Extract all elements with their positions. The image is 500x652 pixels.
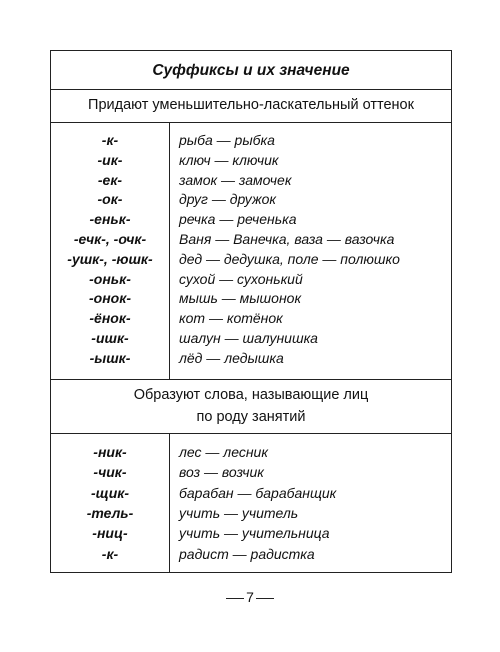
suffix-cell: -ёнок- [89, 310, 131, 327]
suffix-cell: -оньк- [89, 270, 131, 287]
section2-caption-line1: Образуют слова, называющие лиц [133, 387, 369, 403]
table-row [51, 524, 451, 544]
example-cell: ключ — ключик [179, 151, 279, 168]
suffix-cell: -ник- [93, 444, 127, 460]
example-cell: кот — котёнок [179, 310, 283, 327]
suffix-cell: -щик- [90, 484, 130, 501]
example-cell: замок — замочек [179, 171, 292, 188]
suffix-cell: -онок- [89, 290, 131, 307]
page-number-text: 7 [246, 589, 254, 605]
example-cell: шалун — шалунишка [179, 330, 318, 346]
example-cell: учить — учитель [179, 504, 299, 521]
example-cell: воз — возчик [179, 464, 264, 481]
section2-caption-line2: по роду занятий [196, 409, 306, 425]
example-cell: дед — дедушка, поле — полюшко [179, 250, 400, 267]
suffix-cell: -ишк- [91, 330, 129, 346]
suffix-cell: -еньк- [89, 211, 131, 228]
example-cell: рыба — рыбка [179, 132, 275, 148]
table-row [51, 289, 451, 309]
table-row [51, 171, 451, 191]
suffix-cell: -ик- [97, 151, 123, 168]
example-cell: речка — реченька [179, 211, 297, 228]
section1-caption: Придают уменьшительно-ласкательный оттенок [88, 97, 414, 113]
example-cell: лес — лесник [179, 444, 268, 460]
example-cell: радист — радистка [179, 545, 315, 562]
table-title: Суффиксы и их значение [152, 62, 350, 79]
section2-caption [51, 384, 451, 428]
table-row [51, 545, 451, 565]
table-row [51, 504, 451, 524]
page-dash-right [256, 598, 274, 599]
example-cell: учить — учительница [179, 525, 330, 542]
table-row [51, 270, 451, 290]
suffix-table [50, 50, 452, 573]
table-row [51, 329, 451, 349]
example-cell: лёд — ледышка [179, 349, 284, 366]
suffix-cell: -ек- [97, 171, 123, 188]
suffix-cell: -ушк-, -юшк- [67, 250, 153, 267]
example-cell: друг — дружок [179, 191, 276, 208]
page-dash-left [226, 598, 244, 599]
example-cell: мышь — мышонок [179, 290, 302, 307]
divider [51, 89, 451, 90]
suffix-cell: -ок- [97, 191, 123, 208]
suffix-cell: -к- [101, 545, 119, 562]
suffix-cell: -ечк-, -очк- [73, 231, 147, 247]
suffix-cell: -тель- [86, 504, 134, 521]
suffix-cell: -ышк- [89, 349, 131, 366]
page-number [0, 589, 500, 605]
table-row [51, 210, 451, 230]
table-row [51, 443, 451, 463]
table-row [51, 309, 451, 329]
table-row [51, 484, 451, 504]
suffix-cell: -к- [101, 132, 119, 148]
divider [51, 433, 451, 434]
table-row [51, 463, 451, 483]
example-cell: сухой — сухонький [179, 270, 303, 287]
example-cell: Ваня — Ванечка, ваза — вазочка [179, 231, 395, 247]
example-cell: барабан — барабанщик [179, 484, 337, 501]
suffix-cell: -ниц- [92, 525, 128, 542]
table-row [51, 250, 451, 270]
divider [51, 122, 451, 123]
table-row [51, 151, 451, 171]
table-row [51, 230, 451, 250]
table-row [51, 190, 451, 210]
table-row [51, 131, 451, 151]
divider [51, 379, 451, 380]
table-row [51, 349, 451, 369]
suffix-cell: -чик- [93, 464, 127, 481]
